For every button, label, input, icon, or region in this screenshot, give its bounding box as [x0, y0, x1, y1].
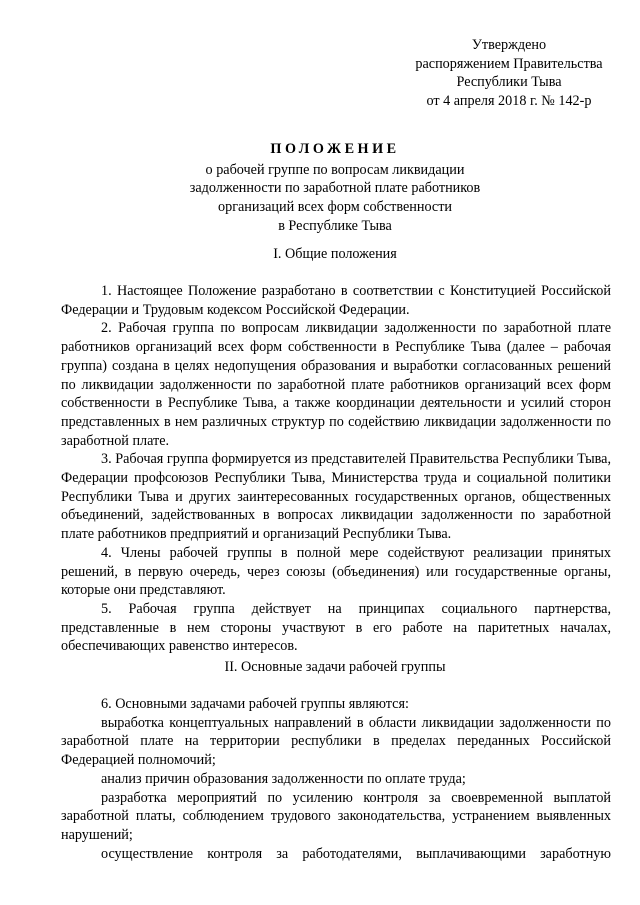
- subtitle-line: организаций всех форм собственности: [218, 199, 452, 216]
- document-subtitle: [56, 161, 614, 236]
- section-2-body: [61, 695, 611, 863]
- document-title-block: [56, 140, 614, 236]
- paragraph: 6. Основными задачами рабочей группы являются:: [101, 696, 409, 712]
- section-1-heading: I. Общие положения: [273, 246, 397, 262]
- section-1-body: [61, 282, 611, 656]
- subtitle-line: о рабочей группе по вопросам ликвидации: [205, 161, 465, 178]
- paragraph: анализ причин образования задолженности по оплате труда;: [101, 770, 466, 787]
- paragraph: 4. Члены рабочей группы в полной мере содействуют реализации принятых решений, в первую очередь, через союзы (объединения) или государственные органы, которые они представляют.: [61, 544, 611, 599]
- paragraph: 2. Рабочая группа по вопросам ликвидации задолженности по заработной плате работников организаций всех форм собственности в Республике Тыва (далее – рабочая группа) создана в целях недопущения образования и выработки согласованных решений по ликвидации задолженности по заработной плате работников организаций всех форм собственности в Республике Тыва, а также координации деятельности и усилий сторон представленных в нем различных структур по содействию ликвидации задолженности по заработной плате.: [61, 320, 611, 449]
- paragraph: выработка концептуальных направлений в области ликвидации задолженности по заработной плате на территории республики в пределах переданных Российской Федерацией полномочий;: [61, 714, 611, 769]
- subtitle-line: задолженности по заработной плате работников: [189, 180, 481, 197]
- paragraph: разработка мероприятий по усилению контроля за своевременной выплатой заработной платы, соблюдением трудового законодательства, устранением выявленных нарушений;: [61, 789, 611, 843]
- paragraph: 5. Рабочая группа действует на принципах социального партнерства, представленные в нем стороны участвуют в его работе на паритетных началах, обеспечивающих равенство интересов.: [61, 600, 611, 655]
- paragraph: 1. Настоящее Положение разработано в соответствии с Конституцией Российской Федерации и Трудовым кодексом Российской Федерации.: [61, 283, 611, 318]
- subtitle-line: в Республике Тыва: [278, 217, 392, 234]
- approval-line-3: Республики Тыва: [456, 74, 562, 91]
- section-2-heading: II. Основные задачи рабочей группы: [224, 659, 446, 675]
- approval-stamp: [404, 36, 614, 111]
- approval-line-4: от 4 апреля 2018 г. № 142-р: [426, 93, 592, 110]
- paragraph: осуществление контроля за работодателями, выплачивающими заработную: [101, 845, 611, 862]
- document-title: ПОЛОЖЕНИЕ: [270, 141, 400, 157]
- approval-line-2: распоряжением Правительства: [415, 55, 603, 72]
- paragraph: 3. Рабочая группа формируется из представителей Правительства Республики Тыва, Федерации профсоюзов Республики Тыва, Министерства труда и социальной политики Республики Тыва и других заинтересованных государственных органов, общественных объединений, задействованных в вопросах ликвидации задолженности по заработной плате работников предприятий и организаций Республики Тыва.: [61, 451, 611, 543]
- approval-line-1: Утверждено: [471, 37, 547, 53]
